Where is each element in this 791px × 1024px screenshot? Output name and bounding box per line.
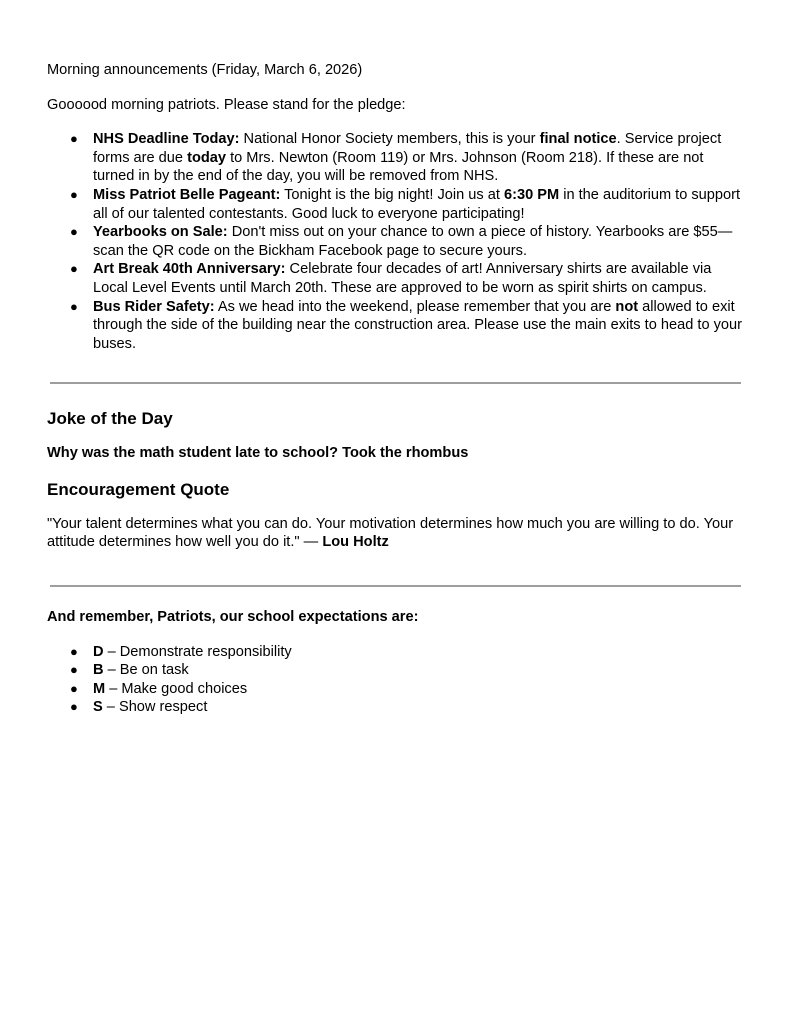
expectation-letter: M	[93, 680, 106, 697]
bullet-icon: ●	[70, 186, 78, 202]
joke-heading: Joke of the Day	[47, 409, 173, 428]
document-title: Morning announcements (Friday, March 6, 2026)	[47, 62, 363, 78]
bullet-icon: ●	[70, 680, 78, 696]
announcement-label: NHS Deadline Today:	[93, 131, 240, 148]
announcements-section	[47, 61, 747, 353]
horizontal-divider	[50, 585, 741, 587]
announcement-item: ● NHS Deadline Today: National Honor Society members, this is your final notice. Service project forms are due today to Mrs. Newton (Room 119) or Mrs. Johnson (Room 218). If these are not turned in by the end of the day, you will be removed from NHS.	[70, 131, 722, 185]
expectations-intro: And remember, Patriots, our school expectations are:	[47, 609, 419, 625]
expectations-section	[47, 608, 747, 717]
announcement-label: Miss Patriot Belle Pageant:	[93, 186, 281, 203]
quote-text: "Your talent determines what you can do. Your motivation determines how much you are willing to do. Your attitude determines how well you do it." — Lou Holtz	[47, 515, 734, 551]
announcement-item: ● Bus Rider Safety: As we head into the weekend, please remember that you are not allowed to exit through the side of the building near the construction area. Please use the main exits to head to your buses.	[70, 298, 743, 352]
announcement-item: ● Miss Patriot Belle Pageant: Tonight is the big night! Join us at 6:30 PM in the auditorium to support all of our talented contestants. Good luck to everyone participating!	[70, 186, 741, 222]
greeting-text: Goooood morning patriots. Please stand for the pledge:	[47, 96, 406, 113]
announcement-label: Yearbooks on Sale:	[93, 224, 228, 241]
expectation-item: ● S – Show respect	[70, 699, 208, 716]
joke-quote-section	[47, 408, 747, 552]
announcements-list	[47, 130, 747, 353]
bullet-icon: ●	[70, 298, 78, 314]
bullet-icon: ●	[70, 699, 78, 715]
joke-text: Why was the math student late to school? Took the rhombus	[47, 445, 469, 461]
expectation-letter: B	[93, 662, 104, 679]
announcement-item: ● Art Break 40th Anniversary: Celebrate four decades of art! Anniversary shirts are available via Local Level Events until March 20th. These are approved to be worn as spirit shirts on campus.	[70, 261, 712, 296]
announcement-item: ● Yearbooks on Sale: Don't miss out on your chance to own a piece of history. Yearbooks are $55—scan the QR code on the Bickham Facebook page to secure yours.	[70, 224, 733, 259]
expectation-letter: D	[93, 643, 104, 660]
bullet-icon: ●	[70, 662, 78, 678]
quote-heading: Encouragement Quote	[47, 479, 230, 499]
expectations-list	[47, 643, 747, 717]
expectation-item: ● M – Make good choices	[70, 680, 248, 697]
announcement-label: Art Break 40th Anniversary:	[93, 261, 286, 278]
quote-author: Lou Holtz	[322, 534, 389, 551]
expectation-letter: S	[93, 699, 103, 716]
announcement-label: Bus Rider Safety:	[93, 298, 215, 315]
bullet-icon: ●	[70, 131, 78, 147]
expectation-item: ● D – Demonstrate responsibility	[70, 643, 292, 660]
bullet-icon: ●	[70, 643, 78, 659]
bullet-icon: ●	[70, 224, 78, 240]
expectation-item: ● B – Be on task	[70, 662, 189, 679]
bullet-icon: ●	[70, 261, 78, 277]
horizontal-divider	[50, 382, 741, 384]
